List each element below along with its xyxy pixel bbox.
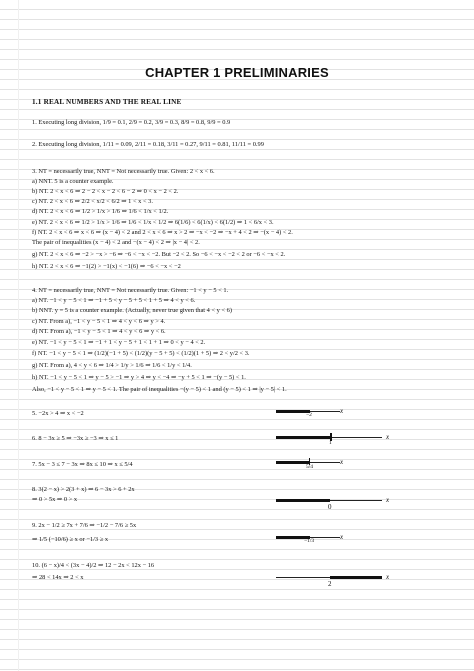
margin-line [18,0,19,671]
axis-variable: x [340,533,344,541]
axis [276,577,330,578]
axis [310,462,340,463]
problem-3f: f) NT. 2 < x < 6 ⇒ x < 6 ⇒ (x − 4) < 2 and 2 < x < 6 ⇒ x > 2 ⇒ −x < −2 ⇒ −x + 4 < 2 ⇒ −(x − 4) < 2. [32,229,293,236]
axis-variable: x [386,496,390,504]
problem-3e: e) NT. 2 < x < 6 ⇒ 1/2 > 1/x > 1/6 ⇒ 1/6 < 1/x < 1/2 ⇒ 6(1/6) < 6(1/x) < 6(1/2) ⇒ 1 < 6/x < 3. [32,219,274,226]
problem-10-cont: ⇒ 28 < 14x ⇒ 2 < x [32,574,84,581]
problem-4d: d) NT. From a), −1 < y − 5 < 1 ⇒ 4 < y < 6 ⇒ y < 6. [32,328,166,335]
number-line-9 [276,534,346,548]
axis [310,537,340,538]
number-line-10 [276,574,396,590]
axis [310,411,340,412]
point-label: 5/4 [306,464,314,470]
point-label: 0 [328,503,332,511]
problem-8-cont: ⇒ 0 > 5x ⇒ 0 > x [32,496,78,503]
point-label: 1 [329,440,332,446]
problem-3d: d) NT. 2 < x < 6 ⇒ 1/2 > 1/x > 1/6 ⇒ 1/6 < 1/x < 1/2. [32,208,169,215]
solution-ray [276,499,330,502]
problem-4f: f) NT. −1 < y − 5 < 1 ⇒ (1/2)(−1 + 5) < (1/2)(y − 5 + 5) < (1/2)(1 + 5) ⇒ 2 < y/2 < 3. [32,350,250,357]
axis [330,437,382,438]
number-line-5 [276,408,346,420]
axis-variable: x [340,458,344,466]
problem-8: 8. 3(2 − x) > 2(3 + x) ⇒ 6 − 3x > 6 + 2x [32,486,135,493]
problem-4: 4. NT = necessarily true, NNT = Not necessarily true. Given: −1 < y − 5 < 1. [32,287,229,294]
problem-3h: h) NT. 2 < x < 6 ⇒ −1(2) > −1(x) < −1(6) ⇒ −6 < −x < −2 [32,263,181,270]
problem-4g: g) NT. From a), 4 < y < 6 ⇒ 1/4 > 1/y > 1/6 ⇒ 1/6 < 1/y < 1/4. [32,362,192,369]
section-title: 1.1 REAL NUMBERS AND THE REAL LINE [32,98,182,106]
solution-ray [330,576,382,579]
solution-ray [276,461,310,464]
problem-3: 3. NT = necessarily true, NNT = Not necessarily true. Given: 2 < x < 6. [32,168,215,175]
solution-ray [276,436,330,439]
point-label: −2 [306,412,312,418]
problem-6: 6. 8 − 3x ≥ 5 ⇒ −3x ≥ −3 ⇒ x ≤ 1 [32,435,119,442]
point-label: 2 [328,580,332,588]
problem-4c: c) NT. From a), −1 < y − 5 < 1 ⇒ 4 < y < 6 ⇒ y > 4. [32,318,166,325]
problem-4h: h) NT. −1 < y − 5 < 1 ⇒ y − 5 > −1 ⇒ y > 4 ⇒ y < −4 ⇒ −y + 5 < 1 ⇒ −(y − 5) < 1. [32,374,246,381]
problem-4b: b) NNT. y = 5 is a counter example. (Actually, never true given that 4 < y < 6) [32,307,232,314]
problem-9-cont: ⇒ 1/5 (−10/6) ≥ x or −1/3 ≥ x [32,536,109,543]
point-label: −1/3 [304,538,315,544]
number-line-7 [276,459,346,473]
solution-ray [276,410,310,413]
problem-4e: e) NT. −1 < y − 5 < 1 ⇒ −1 + 1 < y − 5 + 1 < 1 + 1 ⇒ 0 < y − 4 < 2. [32,339,206,346]
problem-3f-cont: The pair of inequalities (x − 4) < 2 and −(x − 4) < 2 ⇒ |x − 4| < 2. [32,239,200,246]
problem-4h-cont: Also, −1 < y − 5 < 1 ⇒ y − 5 < 1. The pair of inequalities −(y − 5) < 1 and (y − 5) < 1 ⇒ |y − 5| < 1. [32,386,287,393]
problem-1: 1. Executing long division, 1/9 = 0.1, 2/9 = 0.2, 3/9 = 0.3, 8/9 = 0.8, 9/9 = 0.9 [32,119,231,126]
problem-4a: a) NT. −1 < y − 5 < 1 ⇒ −1 + 5 < y − 5 + 5 < 1 + 5 ⇒ 4 < y < 6. [32,297,196,304]
problem-3a: a) NNT. 5 is a counter example. [32,178,114,185]
problem-10: 10. (6 − x)/4 < (3x − 4)/2 ⇒ 12 − 2x < 12x − 16 [32,562,155,569]
problem-2: 2. Executing long division, 1/11 = 0.09, 2/11 = 0.18, 3/11 = 0.27, 9/11 = 0.81, 11/11 = 0.99 [32,141,264,148]
problem-3g: g) NT. 2 < x < 6 ⇒ −2 > −x > −6 ⇒ −6 < −x < −2. But −2 < 2. So −6 < −x < −2 < 2 or −6 < −x < 2. [32,251,286,258]
number-line-6 [276,434,396,448]
problem-3c: c) NT. 2 < x < 6 ⇒ 2/2 < x/2 < 6/2 ⇒ 1 < x < 3. [32,198,153,205]
problem-5: 5. −2x > 4 ⇒ x < −2 [32,410,84,417]
problem-9: 9. 2x − 1/2 ≥ 7x + 7/6 ⇒ −1/2 − 7/6 ≥ 5x [32,522,137,529]
problem-7: 7. 5x − 3 ≤ 7 − 3x ⇒ 8x ≤ 10 ⇒ x ≤ 5/4 [32,461,133,468]
chapter-title: CHAPTER 1 PRELIMINARIES [145,65,329,80]
number-line-8 [276,497,396,513]
axis-variable: x [386,433,390,441]
axis [330,500,382,501]
problem-3b: b) NT. 2 < x < 6 ⇒ 2 − 2 < x − 2 < 6 − 2 ⇒ 0 < x − 2 < 2. [32,188,179,195]
axis-variable: x [386,573,390,581]
axis-variable: x [340,407,344,415]
